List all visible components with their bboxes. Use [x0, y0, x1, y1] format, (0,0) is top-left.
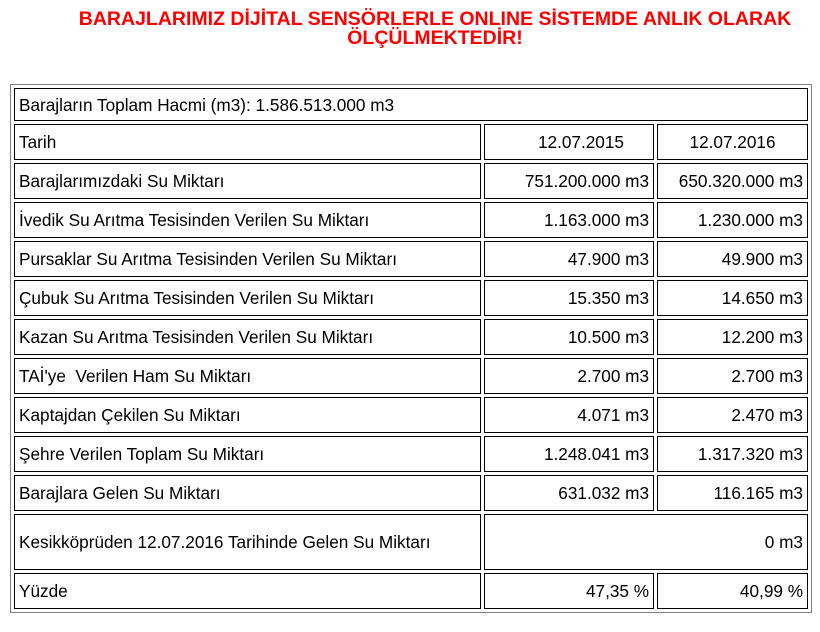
- table-row-header: [14, 124, 808, 160]
- table-row: [14, 397, 808, 433]
- row-value-2016: 1.317.320 m3: [657, 436, 808, 472]
- row-value-2016: 2.470 m3: [657, 397, 808, 433]
- row-value-2016: 2.700 m3: [657, 358, 808, 394]
- banner-line-2: ÖLÇÜLMEKTEDİR!: [347, 27, 523, 49]
- row-label: Pursaklar Su Arıtma Tesisinden Verilen Su Miktarı: [14, 241, 481, 277]
- table-row: [14, 202, 808, 238]
- kesik-label: Kesikköprüden 12.07.2016 Tarihinde Gelen Su Miktarı: [14, 514, 481, 570]
- row-value-2015: 10.500 m3: [484, 319, 654, 355]
- row-value-2016: 14.650 m3: [657, 280, 808, 316]
- header-date-2016: 12.07.2016: [657, 124, 808, 160]
- row-label: TAİ'ye Verilen Ham Su Miktarı: [14, 358, 481, 394]
- dam-data-table: [10, 84, 812, 613]
- table-row: [14, 475, 808, 511]
- row-label: Kazan Su Arıtma Tesisinden Verilen Su Miktarı: [14, 319, 481, 355]
- row-label: Çubuk Su Arıtma Tesisinden Verilen Su Miktarı: [14, 280, 481, 316]
- percent-value-2016: 40,99 %: [657, 573, 808, 609]
- row-value-2015: 1.163.000 m3: [484, 202, 654, 238]
- row-value-2015: 4.071 m3: [484, 397, 654, 433]
- table-row-kesikkopru: [14, 514, 808, 570]
- row-value-2016: 49.900 m3: [657, 241, 808, 277]
- kesik-value: 0 m3: [484, 514, 808, 570]
- row-value-2015: 1.248.041 m3: [484, 436, 654, 472]
- row-value-2016: 12.200 m3: [657, 319, 808, 355]
- percent-value-2015: 47,35 %: [484, 573, 654, 609]
- row-label: İvedik Su Arıtma Tesisinden Verilen Su Miktarı: [14, 202, 481, 238]
- row-value-2015: 15.350 m3: [484, 280, 654, 316]
- row-value-2016: 650.320.000 m3: [657, 163, 808, 199]
- row-label: Barajlara Gelen Su Miktarı: [14, 475, 481, 511]
- row-label: Şehre Verilen Toplam Su Miktarı: [14, 436, 481, 472]
- table-row: [14, 319, 808, 355]
- table-row: [14, 241, 808, 277]
- row-value-2015: 2.700 m3: [484, 358, 654, 394]
- table-row: [14, 436, 808, 472]
- row-value-2015: 47.900 m3: [484, 241, 654, 277]
- header-label: Tarih: [14, 124, 481, 160]
- percent-label: Yüzde: [14, 573, 481, 609]
- banner-line-1: BARAJLARIMIZ DİJİTAL SENSÖRLERLE ONLINE SİSTEMDE ANLIK OLARAK: [78, 8, 792, 30]
- table-row-percent: [14, 573, 808, 609]
- row-value-2015: 631.032 m3: [484, 475, 654, 511]
- table-row: [14, 280, 808, 316]
- table-row: [14, 163, 808, 199]
- table-row-total: [14, 88, 808, 121]
- row-label: Kaptajdan Çekilen Su Miktarı: [14, 397, 481, 433]
- table-row: [14, 358, 808, 394]
- row-value-2016: 116.165 m3: [657, 475, 808, 511]
- row-label: Barajlarımızdaki Su Miktarı: [14, 163, 481, 199]
- row-value-2015: 751.200.000 m3: [484, 163, 654, 199]
- row-value-2016: 1.230.000 m3: [657, 202, 808, 238]
- header-date-2015: 12.07.2015: [484, 124, 654, 160]
- total-volume-cell: Barajların Toplam Hacmi (m3): 1.586.513.000 m3: [14, 88, 808, 121]
- page-banner: [0, 10, 820, 48]
